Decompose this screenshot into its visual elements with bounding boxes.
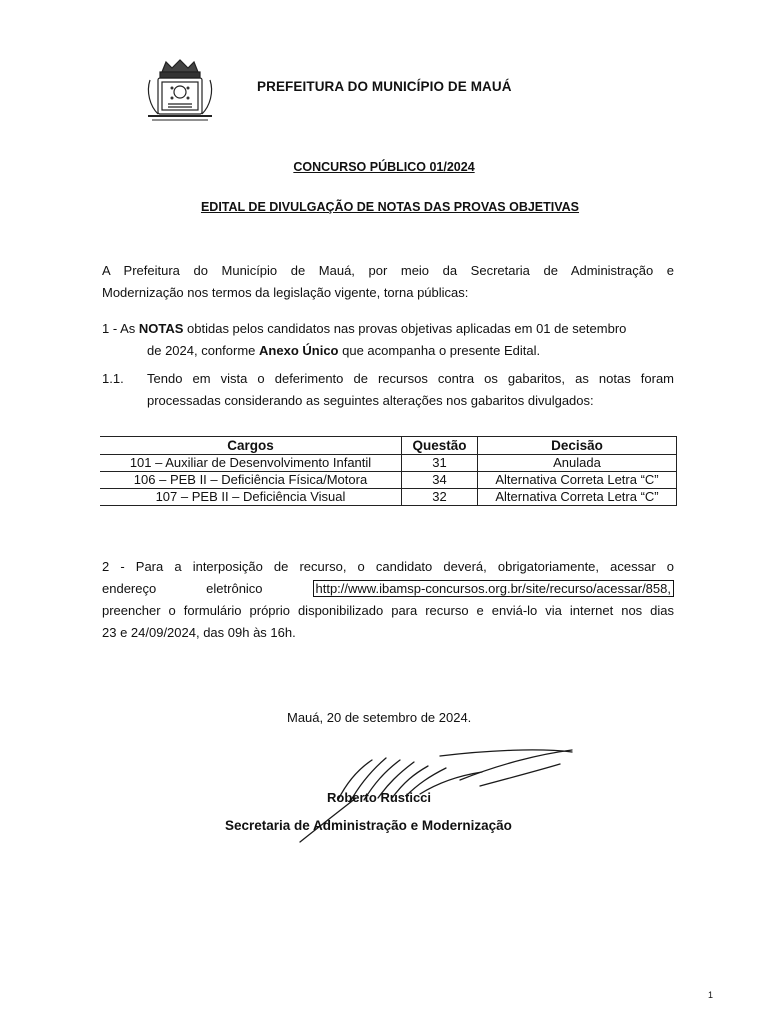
table-row (100, 472, 677, 489)
municipal-coat-of-arms-icon (144, 58, 216, 124)
edital-title-text: EDITAL DE DIVULGAÇÃO DE NOTAS DAS PROVAS OBJETIVAS (200, 200, 580, 214)
cell-decisao: Alternativa Correta Letra “C” (478, 489, 677, 506)
item-2-line-3: preencher o formulário próprio disponibilizado para recurso e enviá-lo via internet nos dias (102, 603, 674, 618)
cell-decisao: Anulada (478, 455, 677, 472)
item-1-continuation (102, 340, 674, 362)
item-1-bold-anexo: Anexo Único (259, 343, 339, 358)
item-1-text-2: de 2024, conforme (147, 343, 260, 358)
item-2-line-4: 23 e 24/09/2024, das 09h às 16h. (102, 625, 296, 640)
signer-office: Secretaria de Administração e Modernização (225, 818, 512, 833)
item-1-text-1: obtidas pelos candidatos nas provas objetivas aplicadas em 01 de setembro (183, 321, 627, 336)
contest-title (0, 160, 768, 174)
item-2-line-1: 2 - Para a interposição de recurso, o candidato deverá, obrigatoriamente, acessar o (102, 559, 674, 574)
cell-questao: 31 (402, 455, 478, 472)
cell-decisao: Alternativa Correta Letra “C” (478, 472, 677, 489)
appeal-url-link[interactable]: http://www.ibamsp-concursos.org.br/site/recurso/acessar/858, (313, 580, 674, 597)
item-2-eletronico: eletrônico (206, 581, 263, 596)
cell-cargo: 101 – Auxiliar de Desenvolvimento Infantil (100, 455, 402, 472)
cell-questao: 32 (402, 489, 478, 506)
table-row (100, 455, 677, 472)
intro-line-2: Modernização nos termos da legislação vigente, torna públicas: (102, 285, 469, 300)
item-1-1-line-2: processadas considerando as seguintes alterações nos gabaritos divulgados: (147, 393, 594, 408)
item-2-endereco: endereço (102, 581, 157, 596)
item-1-1-line-1: Tendo em vista o deferimento de recursos contra os gabaritos, as notas foram (147, 371, 674, 386)
header-questao: Questão (402, 437, 478, 455)
item-2-line-2 (102, 578, 674, 600)
item-1-1-number: 1.1. (102, 371, 124, 386)
item-1-prefix: 1 - As (102, 321, 139, 336)
cell-cargo: 106 – PEB II – Deficiência Física/Motora (100, 472, 402, 489)
organization-title: PREFEITURA DO MUNICÍPIO DE MAUÁ (257, 79, 512, 94)
intro-line-1: A Prefeitura do Município de Mauá, por meio da Secretaria de Administração e (102, 263, 674, 278)
item-1-1-paragraph (102, 368, 674, 412)
cell-cargo: 107 – PEB II – Deficiência Visual (100, 489, 402, 506)
header-decisao: Decisão (478, 437, 677, 455)
signer-name: Roberto Rusticci (327, 790, 432, 805)
edital-title (0, 200, 768, 214)
item-1-1-text (102, 368, 674, 412)
intro-paragraph (102, 260, 674, 304)
header-cargos: Cargos (100, 437, 402, 455)
item-2-paragraph (102, 556, 674, 644)
item-1-bold-notas: NOTAS (138, 321, 184, 336)
answer-key-changes-table (100, 436, 677, 506)
cell-questao: 34 (402, 472, 478, 489)
table-header-row (100, 437, 677, 455)
contest-title-text: CONCURSO PÚBLICO 01/2024 (293, 160, 475, 174)
document-date: Mauá, 20 de setembro de 2024. (287, 710, 472, 725)
page-number: 1 (708, 990, 714, 1000)
item-1-paragraph (102, 318, 674, 362)
table-row (100, 489, 677, 506)
item-1-text-3: que acompanha o presente Edital. (338, 343, 541, 358)
